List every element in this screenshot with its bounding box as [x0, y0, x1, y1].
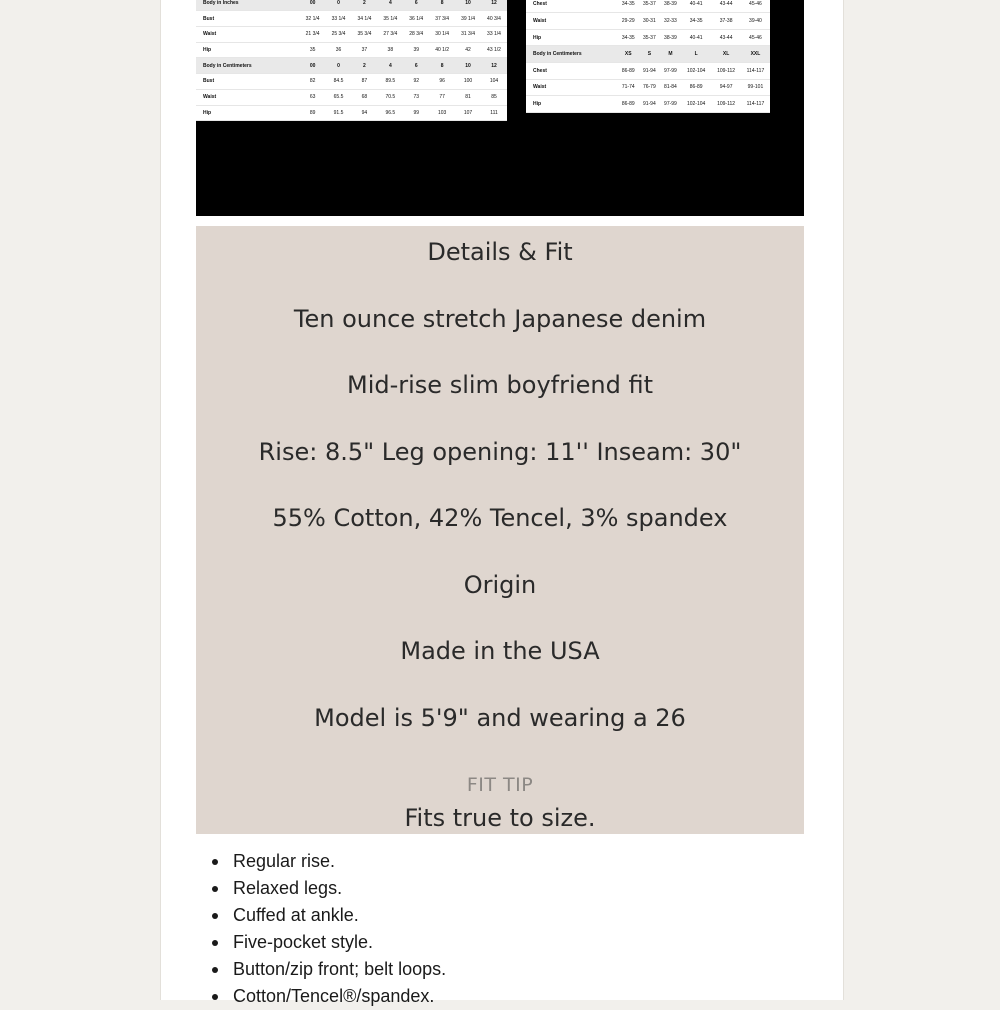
table-row	[526, 0, 770, 13]
table-cell: 97-99	[660, 96, 681, 113]
table-cell: 32 1/4	[300, 11, 326, 27]
table-cell: 65.5	[326, 89, 352, 105]
origin-heading: Origin	[463, 571, 537, 599]
table-row	[526, 29, 770, 46]
table-cell: 100	[455, 74, 481, 90]
row-label-cell: Bust	[196, 11, 300, 27]
table-cell: 99-101	[741, 79, 770, 96]
table-cell: 33 1/4	[326, 11, 352, 27]
bullet-icon	[212, 967, 218, 973]
table-cell: 45-46	[741, 0, 770, 13]
row-label-cell: Waist	[196, 27, 300, 43]
table-cell: 31 3/4	[455, 27, 481, 43]
size-chart-image	[196, 0, 804, 216]
table-cell: 63	[300, 89, 326, 105]
list-item	[210, 983, 446, 1010]
list-item	[210, 956, 446, 983]
table-row	[196, 74, 507, 90]
table-cell: 43 1/2	[481, 42, 507, 58]
table-cell: 76-79	[639, 79, 660, 96]
fit-tip-text: Fits true to size.	[404, 804, 596, 832]
table-cell: M	[660, 46, 681, 63]
table-row	[196, 42, 507, 58]
table-cell: 37	[351, 42, 377, 58]
table-cell: 99	[403, 105, 429, 121]
table-cell: 82	[300, 74, 326, 90]
table-cell: 42	[455, 42, 481, 58]
fabric-detail: Ten ounce stretch Japanese denim	[293, 305, 707, 333]
row-label-cell: Chest	[526, 0, 618, 13]
table-cell: 30-31	[639, 13, 660, 30]
row-label-cell: Body in Centimeters	[196, 58, 300, 74]
table-row	[196, 105, 507, 121]
table-cell: XS	[618, 46, 639, 63]
feature-text: Relaxed legs.	[233, 878, 343, 898]
table-cell: 28 3/4	[403, 27, 429, 43]
size-chart-men-table	[526, 0, 770, 113]
row-label-cell: Bust	[196, 74, 300, 90]
table-cell: 8	[429, 0, 455, 11]
table-cell: 32-33	[660, 13, 681, 30]
table-cell: 73	[403, 89, 429, 105]
table-cell: 81	[455, 89, 481, 105]
table-cell: S	[639, 46, 660, 63]
table-cell: 12	[481, 0, 507, 11]
table-row	[526, 96, 770, 113]
table-cell: L	[681, 46, 711, 63]
table-cell: 12	[481, 58, 507, 74]
composition-detail: 55% Cotton, 42% Tencel, 3% spandex	[272, 504, 728, 532]
table-cell: 77	[429, 89, 455, 105]
table-cell: XXL	[741, 46, 770, 63]
table-cell: 33 1/4	[481, 27, 507, 43]
table-cell: 104	[481, 74, 507, 90]
table-cell: 96	[429, 74, 455, 90]
table-cell: 21 3/4	[300, 27, 326, 43]
table-cell: 70.5	[377, 89, 403, 105]
table-cell: 38	[377, 42, 403, 58]
table-cell: 2	[351, 58, 377, 74]
bullet-icon	[212, 994, 218, 1000]
feature-list	[210, 848, 446, 1010]
table-cell: XL	[711, 46, 741, 63]
table-cell: 97-99	[660, 62, 681, 79]
table-cell: 86-89	[618, 62, 639, 79]
table-cell: 6	[403, 0, 429, 11]
table-cell: 85	[481, 89, 507, 105]
table-cell: 00	[300, 0, 326, 11]
table-cell: 94-97	[711, 79, 741, 96]
table-cell: 37-38	[711, 13, 741, 30]
table-cell: 10	[455, 58, 481, 74]
table-cell: 40-41	[681, 0, 711, 13]
table-cell: 2	[351, 0, 377, 11]
row-label-cell: Hip	[196, 105, 300, 121]
table-cell: 35 3/4	[351, 27, 377, 43]
table-cell: 0	[326, 58, 352, 74]
feature-text: Five-pocket style.	[233, 932, 374, 952]
table-cell: 34-35	[681, 13, 711, 30]
row-label-cell: Body in Inches	[196, 0, 300, 11]
table-cell: 87	[351, 74, 377, 90]
table-cell: 30 1/4	[429, 27, 455, 43]
table-cell: 34 1/4	[351, 11, 377, 27]
details-title: Details & Fit	[427, 238, 573, 266]
table-cell: 4	[377, 58, 403, 74]
table-cell: 114-117	[741, 96, 770, 113]
table-cell: 109-112	[711, 96, 741, 113]
table-cell: 40-41	[681, 29, 711, 46]
bullet-icon	[212, 886, 218, 892]
table-cell: 86-89	[681, 79, 711, 96]
table-cell: 40 3/4	[481, 11, 507, 27]
table-cell: 38-39	[660, 0, 681, 13]
table-cell: 92	[403, 74, 429, 90]
table-cell: 91-94	[639, 96, 660, 113]
bullet-icon	[212, 913, 218, 919]
table-cell: 34-35	[618, 0, 639, 13]
table-cell: 43-44	[711, 29, 741, 46]
origin-detail: Made in the USA	[400, 637, 600, 665]
row-label-cell: Hip	[526, 96, 618, 113]
row-label-cell: Hip	[196, 42, 300, 58]
list-item	[210, 929, 446, 956]
table-cell: 39	[403, 42, 429, 58]
feature-text: Cotton/Tencel®/spandex.	[233, 986, 435, 1006]
feature-text: Cuffed at ankle.	[233, 905, 359, 925]
table-cell: 107	[455, 105, 481, 121]
table-header-row	[526, 46, 770, 63]
table-cell: 81-84	[660, 79, 681, 96]
table-cell: 4	[377, 0, 403, 11]
table-row	[526, 79, 770, 96]
table-cell: 102-104	[681, 62, 711, 79]
table-cell: 36	[326, 42, 352, 58]
bullet-icon	[212, 859, 218, 865]
row-label-cell: Waist	[526, 13, 618, 30]
list-item	[210, 848, 446, 875]
table-cell: 0	[326, 0, 352, 11]
feature-text: Regular rise.	[233, 851, 336, 871]
row-label-cell: Waist	[196, 89, 300, 105]
table-cell: 94	[351, 105, 377, 121]
table-row	[526, 13, 770, 30]
fit-tip-label: FIT TIP	[466, 774, 534, 796]
measurements-detail: Rise: 8.5" Leg opening: 11'' Inseam: 30"	[258, 438, 742, 466]
table-cell: 38-39	[660, 29, 681, 46]
table-cell: 91.5	[326, 105, 352, 121]
table-cell: 29-29	[618, 13, 639, 30]
row-label-cell: Hip	[526, 29, 618, 46]
table-cell: 102-104	[681, 96, 711, 113]
table-header-row	[196, 58, 507, 74]
feature-text: Button/zip front; belt loops.	[233, 959, 447, 979]
table-cell: 103	[429, 105, 455, 121]
table-cell: 91-94	[639, 62, 660, 79]
table-header-row	[196, 0, 507, 11]
table-cell: 89	[300, 105, 326, 121]
table-cell: 27 3/4	[377, 27, 403, 43]
row-label-cell: Chest	[526, 62, 618, 79]
table-cell: 10	[455, 0, 481, 11]
list-item	[210, 875, 446, 902]
table-cell: 114-117	[741, 62, 770, 79]
fit-detail: Mid-rise slim boyfriend fit	[346, 371, 654, 399]
table-row	[196, 27, 507, 43]
table-cell: 35 1/4	[377, 11, 403, 27]
table-row	[526, 62, 770, 79]
table-cell: 35-37	[639, 0, 660, 13]
table-row	[196, 89, 507, 105]
row-label-cell: Body in Centimeters	[526, 46, 618, 63]
table-cell: 86-89	[618, 96, 639, 113]
table-cell: 40 1/2	[429, 42, 455, 58]
table-cell: 84.5	[326, 74, 352, 90]
bullet-icon	[212, 940, 218, 946]
table-cell: 89.5	[377, 74, 403, 90]
table-cell: 6	[403, 58, 429, 74]
table-cell: 96.5	[377, 105, 403, 121]
model-size-detail: Model is 5'9" and wearing a 26	[314, 704, 686, 732]
table-cell: 00	[300, 58, 326, 74]
table-cell: 35	[300, 42, 326, 58]
table-cell: 35-37	[639, 29, 660, 46]
table-cell: 45-46	[741, 29, 770, 46]
table-cell: 111	[481, 105, 507, 121]
table-cell: 71-74	[618, 79, 639, 96]
size-chart-women-table	[196, 0, 507, 121]
table-cell: 39-40	[741, 13, 770, 30]
table-cell: 68	[351, 89, 377, 105]
details-fit-panel	[196, 226, 804, 834]
table-cell: 34-35	[618, 29, 639, 46]
table-cell: 36 1/4	[403, 11, 429, 27]
table-cell: 37 3/4	[429, 11, 455, 27]
table-cell: 8	[429, 58, 455, 74]
table-row	[196, 11, 507, 27]
list-item	[210, 902, 446, 929]
table-cell: 43-44	[711, 0, 741, 13]
table-cell: 25 3/4	[326, 27, 352, 43]
table-cell: 109-112	[711, 62, 741, 79]
table-cell: 39 1/4	[455, 11, 481, 27]
row-label-cell: Waist	[526, 79, 618, 96]
